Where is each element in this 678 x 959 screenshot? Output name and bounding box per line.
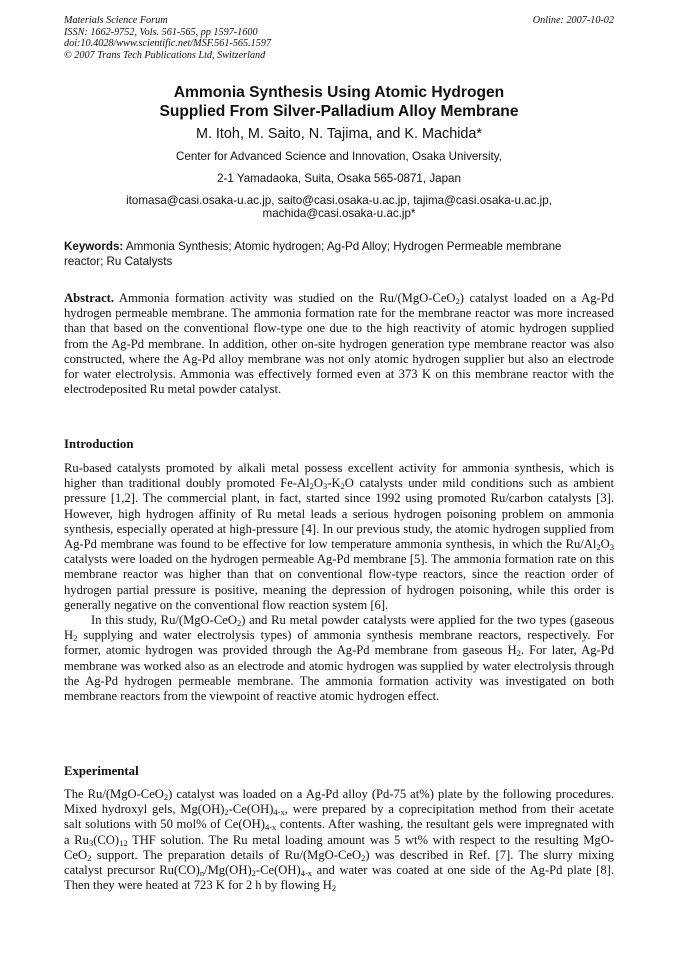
emails-line-1: itomasa@casi.osaka-u.ac.jp, saito@casi.osaka-u.ac.jp, tajima@casi.osaka-u.ac.jp, <box>126 194 552 207</box>
subscript: 4-x <box>300 868 313 879</box>
subscript: 4-x <box>273 807 285 818</box>
subscript: 12 <box>119 837 128 848</box>
subscript: 2 <box>516 648 521 659</box>
keywords <box>64 240 620 269</box>
exp-text: contents. After washing, the resultant gels were impregnated with a Ru <box>64 817 614 847</box>
intro-text: O <box>600 537 610 552</box>
subscript: 2 <box>224 807 229 818</box>
experimental-body <box>64 787 614 893</box>
abstract-label: Abstract. <box>64 291 115 305</box>
exp-text: ) was described in Ref. [7]. The slurry mixing catalyst precursor Ru(CO) <box>64 847 615 878</box>
introduction-paragraph-2 <box>64 613 614 704</box>
subscript: 2 <box>340 481 345 492</box>
exp-text: support. The preparation details of Ru/(MgO-CeO <box>91 847 362 862</box>
intro-text: supplying and water electrolysis types) of ammonia synthesis membrane reactors, respectively. For former, atomic hydrogen was provided through the Ag-Pd membrane from gaseous H <box>64 628 614 658</box>
issn-line: ISSN: 1662-9752, Vols. 561-565, pp 1597-1600 <box>64 26 258 38</box>
paper-title-line-1: Ammonia Synthesis Using Atomic Hydrogen <box>173 84 505 101</box>
intro-text: -K <box>327 476 341 491</box>
subscript: 2 <box>236 618 242 629</box>
subscript: 2 <box>361 852 366 863</box>
subscript: 2 <box>87 852 92 863</box>
keywords-label: Keywords: <box>64 240 124 253</box>
intro-text: O catalysts under mild conditions such as ambient pressure [1,2]. The commercial plant, in fact, started since 1992 using promoted Ru/carbon catalysts [3]. However, high hydrogen affinity of Ru metal leads a serious hydrogen poisoning problem on ammonia synthesis, especially operated at high-pressure [4]. In our previous study, the atomic hydrogen supplied from Ag-Pd membrane was found to be effective for low temperature ammonia synthesis, in which the Ru/Al <box>64 476 614 552</box>
subscript: 2 <box>251 868 256 879</box>
exp-text: -Ce(OH) <box>255 863 301 878</box>
experimental-heading: Experimental <box>64 764 139 778</box>
exp-text: ) catalyst was loaded on a Ag-Pd alloy (Pd-75 at%) plate by the following procedures. Mixed hydroxyl gels, Mg(OH) <box>64 787 614 817</box>
intro-text: Ru-based catalysts promoted by alkali metal possess excellent activity for ammonia synthesis, which is higher than traditional doubly promoted Fe-Al <box>64 461 614 491</box>
introduction-heading: Introduction <box>64 437 134 451</box>
keywords-line-2: reactor; Ru Catalysts <box>64 254 173 268</box>
keywords-line-1: Ammonia Synthesis; Atomic hydrogen; Ag-Pd Alloy; Hydrogen Permeable membrane <box>125 240 562 253</box>
subscript: 2 <box>309 481 314 492</box>
introduction-body <box>64 461 614 704</box>
copyright-line: © 2007 Trans Tech Publications Ltd, Switzerland <box>64 49 266 61</box>
emails-line-2: machida@casi.osaka-u.ac.jp* <box>262 207 416 220</box>
subscript: 3 <box>88 837 94 848</box>
intro-text: O <box>313 476 323 491</box>
introduction-paragraph-1 <box>64 461 614 613</box>
subscript: 2 <box>163 792 169 802</box>
subscript: n <box>199 868 205 879</box>
subscript: 3 <box>323 481 328 492</box>
exp-text: -Ce(OH) <box>228 802 274 817</box>
exp-text: The Ru/(MgO-CeO <box>64 787 164 801</box>
exp-text: THF solution. The Ru metal loading amount was 5 wt% with respect to the resulting MgO-CeO <box>64 832 614 862</box>
journal-header <box>64 15 271 61</box>
online-date: Online: 2007-10-02 <box>532 15 614 26</box>
doi-line: doi:10.4028/www.scientific.net/MSF.561-565.1597 <box>64 38 272 49</box>
journal-name: Materials Science Forum <box>64 15 168 26</box>
exp-text: /Mg(OH) <box>204 863 252 878</box>
exp-text: (CO) <box>93 832 120 847</box>
affiliation-line-2: 2-1 Yamadaoka, Suita, Osaka 565-0871, Japan <box>217 172 461 185</box>
intro-text: ) and Ru metal powder catalysts were applied for the two types (gaseous H <box>64 613 614 643</box>
authors: M. Itoh, M. Saito, N. Tajima, and K. Machida* <box>195 126 483 142</box>
abstract-text-1: Ammonia formation activity was studied on the Ru/(MgO-CeO <box>118 291 456 305</box>
subscript: 2 <box>73 633 78 644</box>
paper-title-line-2: Supplied From Silver-Palladium Alloy Membrane <box>159 103 519 120</box>
exp-text: , were prepared by a coprecipitation method from their acetate salt solutions with 50 mol% of Ce(OH) <box>64 802 614 832</box>
abstract <box>64 291 614 397</box>
intro-text: catalysts were loaded on the hydrogen permeable Ag-Pd membrane [5]. The ammonia formation rate on this membrane reactor was higher than that on conventional flow-type reactors, since the reaction order of hydrogen partial pressure is positive, meaning the depression of hydrogen poisoning, while this order is generally negative on the conventional flow reaction system [6]. <box>64 552 614 612</box>
abstract-text-2: ) catalyst loaded on a Ag-Pd hydrogen permeable membrane. The ammonia formation rate for the membrane reactor was more increased than that based on the conventional flow-type one due to the high reactivity of atomic hydrogen supplied from the Ag-Pd membrane. In addition, other on-site hydrogen generation type membrane reactor was also constructed, where the Ag-Pd alloy membrane was not only atomic hydrogen supplier but also an electrode for water electrolysis. Ammonia was effectively formed even at 373 K on this membrane reactor with the electrodeposited Ru metal powder catalyst. <box>64 291 614 397</box>
subscript: 2 <box>596 542 601 553</box>
subscript: 2 <box>331 883 337 894</box>
intro-text: In this study, Ru/(MgO-CeO <box>91 613 237 628</box>
affiliation-line-1: Center for Advanced Science and Innovation, Osaka University, <box>176 150 502 163</box>
subscript: 4-x <box>264 822 277 833</box>
experimental-paragraph-1 <box>64 787 614 893</box>
subscript: 2 <box>455 296 460 306</box>
intro-text: . For later, Ag-Pd membrane was worked also as an electrode and atomic hydrogen was supplied by water electrolysis through the Ag-Pd hydrogen permeable membrane. The ammonia formation activity was investigated on both membrane reactors from the viewpoint of reactive atomic hydrogen effect. <box>64 643 615 704</box>
subscript: 3 <box>609 542 614 553</box>
exp-text: and water was coated at one side of the Ag-Pd plate [8]. Then they were heated at 723 K for 2 h by flowing H <box>64 863 614 893</box>
